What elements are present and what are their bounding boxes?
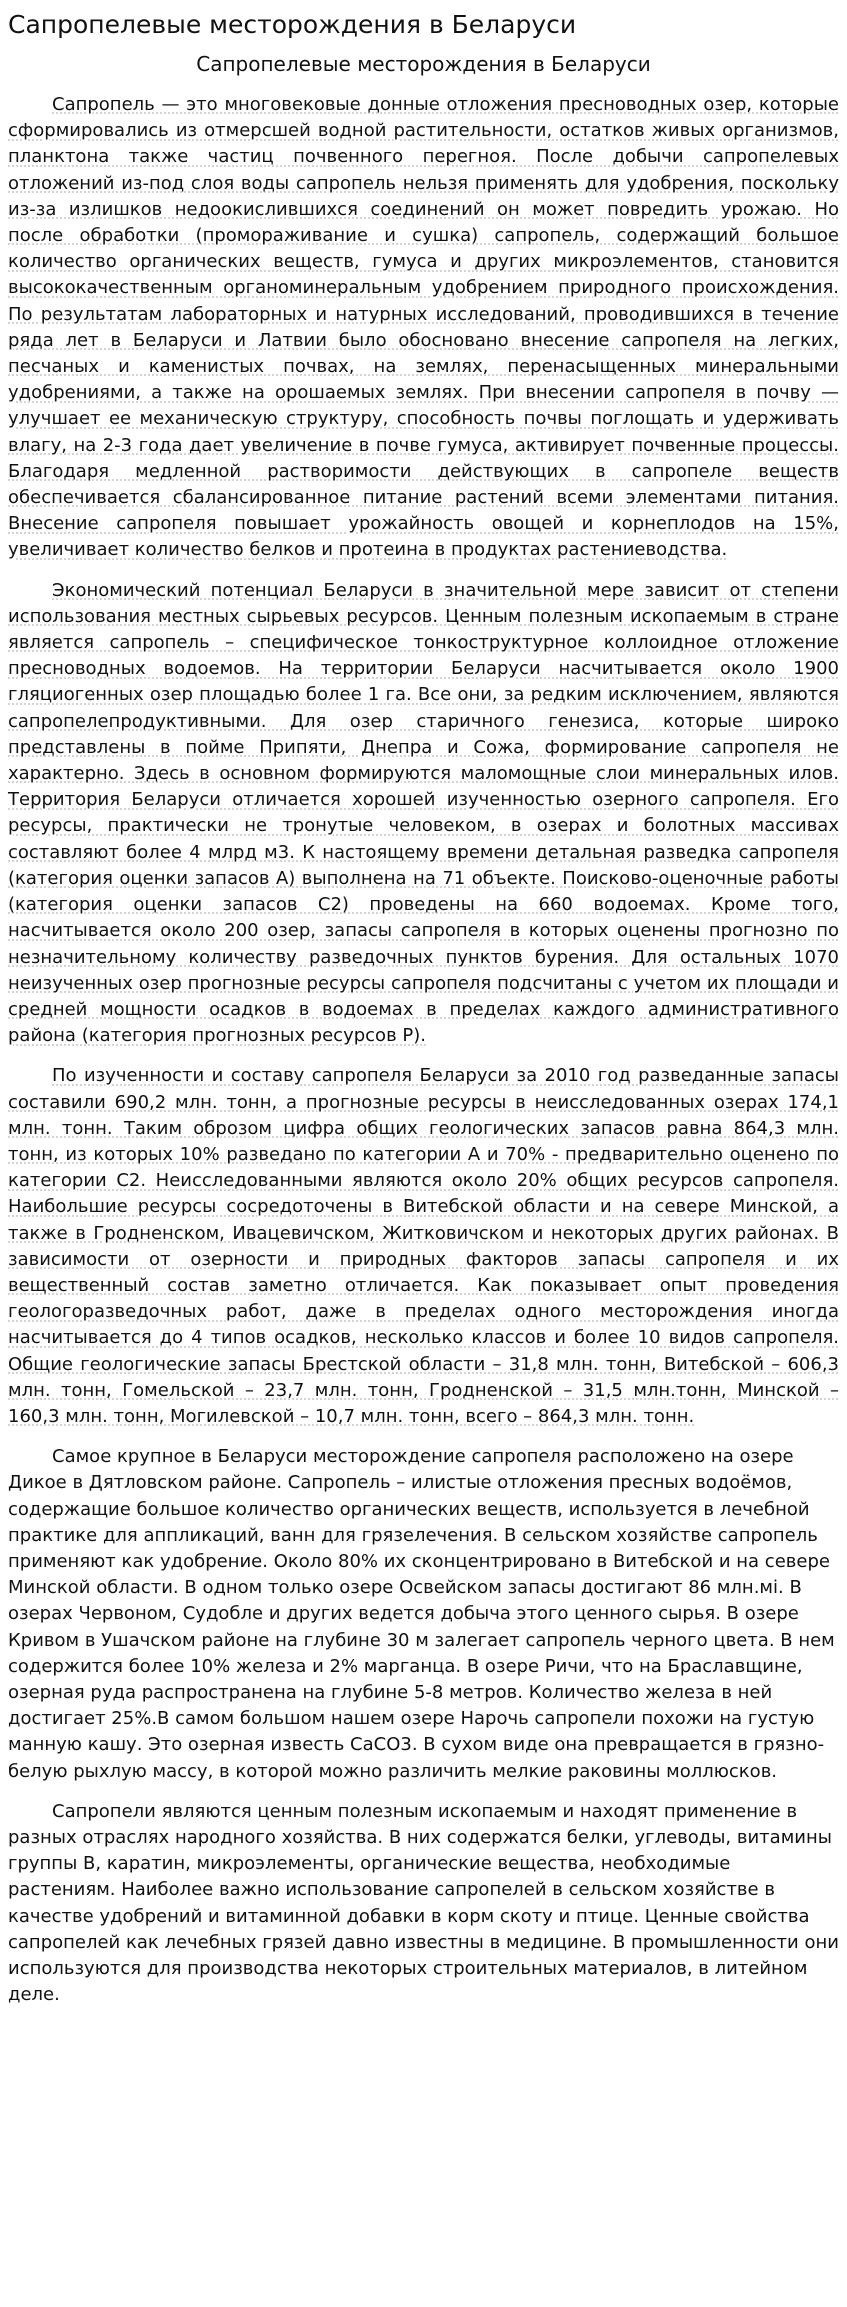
- paragraph-applications: Сапропели являются ценным полезным ископаемым и находят применение в разных отраслях народного хозяйства. В них содержатся белки, углеводы, витамины группы В, каратин, микроэлементы, органические вещества, необходимые растениям. Наиболее важно использование сапропелей в сельском хозяйстве в качестве удобрений и витаминной добавки в корм скоту и птице. Ценные свойства сапропелей как лечебных грязей давно известны в медицине. В промышленности они используются для производства некоторых строительных материалов, в литейном деле.: [8, 1800, 839, 2006]
- page-title: Сапропелевые месторождения в Беларуси: [8, 10, 577, 39]
- paragraph-reserves-2010: По изученности и составу сапропеля Беларуси за 2010 год разведанные запасы составили 690,2 млн. тонн, а прогнозные ресурсы в неисследованных озерах 174,1 млн. тонн. Таким оброзом цифра общих геологических запасов равна 864,3 млн. тонн, из которых 10% разведано по категории А и 70% - предварительно оценено по категории С2. Неисследованными являются около 20% общих ресурсов сапропеля. Наибольшие ресурсы сосредоточены в Витебской области и на севере Минской, а также в Гродненском, Ивацевичском, Житковичском и некоторых других районах. В зависимости от озерности и природных факторов запасы сапропеля и их вещественный состав заметно отличается. Как показывает опыт проведения геологоразведочных работ, даже в пределах одного месторождения иногда насчитывается до 4 типов осадков, несколько классов и более 10 видов сапропеля. Общие геологические запасы Брестской области – 31,8 млн. тонн, Витебской – 606,3 млн. тонн, Гомельской – 23,7 млн. тонн, Гродненской – 31,5 млн.тонн, Минской – 160,3 млн. тонн, Могилевской – 10,7 млн. тонн, всего – 864,3 млн. тонн.: [8, 1065, 839, 1427]
- paragraph-largest-deposit: Самое крупное в Беларуси месторождение сапропеля расположено на озере Дикое в Дятловском районе. Сапропель – илистые отложения пресных водоёмов, содержащие большое количество органических веществ, используется в лечебной практике для аппликаций, ванн для грязелечения. В сельском хозяйстве сапропель применяют как удобрение. Около 80% их сконцентрировано в Витебской и на севере Минской области. В одном только озере Освейском запасы достигают 86 млн.мі. В озерах Червоном, Судобле и других ведется добыча этого ценного сырья. В озере Кривом в Ушачском районе на глубине 30 м залегает сапропель черного цвета. В нем содержится более 10% железа и 2% марганца. В озере Ричи, что на Браславщине, озерная руда распространена на глубине 5-8 метров. Количество железа в ней достигает 25%.В самом большом нашем озере Нарочь сапропели похожи на густую манную кашу. Это озерная известь CaCO3. В сухом виде она превращается в грязно-белую рыхлую массу, в которой можно различить мелкие раковины моллюсков.: [8, 1446, 835, 1782]
- paragraph-economic-potential: Экономический потенциал Беларуси в значительной мере зависит от степени использования местных сырьевых ресурсов. Ценным полезным ископаемым в стране является сапропель – специфическое тонкоструктурное коллоидное отложение пресноводных водоемов. На территории Беларуси насчитывается около 1900 гляциогенных озер площадью более 1 га. Все они, за редким исключением, являются сапропелепродуктивными. Для озер старичного генезиса, которые широко представлены в пойме Припяти, Днепра и Сожа, формирование сапропеля не характерно. Здесь в основном формируются маломощные слои минеральных илов. Территория Беларуси отличается хорошей изученностью озерного сапропеля. Его ресурсы, практически не тронутые человеком, в озерах и болотных массивах составляют более 4 млрд м3. К настоящему времени детальная разведка сапропеля (категория оценки запасов А) выполнена на 71 объекте. Поисково-оценочные работы (категория оценки запасов С2) проведены на 660 водоемах. Кроме того, насчитывается около 200 озер, запасы сапропеля в которых оценены прогнозно по незначительному количеству разведочных пунктов бурения. Для остальных 1070 неизученных озер прогнозные ресурсы сапропеля подсчитаны с учетом их площади и средней мощности осадков в водоемах в пределах каждого административного района (категория прогнозных ресурсов Р).: [8, 579, 839, 1047]
- document-subtitle: Сапропелевые месторождения в Беларуси: [196, 52, 651, 76]
- paragraph-sapropel-definition: Сапропель — это многовековые донные отложения пресноводных озер, которые сформировались из отмерсшей водной растительности, остатков живых организмов, планктона также частиц почвенного перегноя. После добычи сапропелевых отложений из-под слоя воды сапропель нельзя применять для удобрения, поскольку из-за излишков недоокислившихся соединений он может повредить урожаю. Но после обработки (промораживание и сушка) сапропель, содержащий большое количество органических веществ, гумуса и других микроэлементов, становится высококачественным органоминеральным удобрением природного происхождения. По результатам лабораторных и натурных исследований, проводившихся в течение ряда лет в Беларуси и Латвии было обосновано внесение сапропеля на легких, песчаных и каменистых почвах, на землях, перенасыщенных минеральными удобрениями, а также на орошаемых землях. При внесении сапропеля в почву — улучшает ее механическую структуру, способность почвы поглощать и удерживать влагу, на 2-3 года дает увеличение в почве гумуса, активирует почвенные процессы. Благодаря медленной растворимости действующих в сапропеле веществ обеспечивается сбалансированное питание растений всеми элементами питания. Внесение сапропеля повышает урожайность овощей и корнеплодов на 15%, увеличивает количество белков и протеина в продуктах растениеводства.: [8, 94, 839, 561]
